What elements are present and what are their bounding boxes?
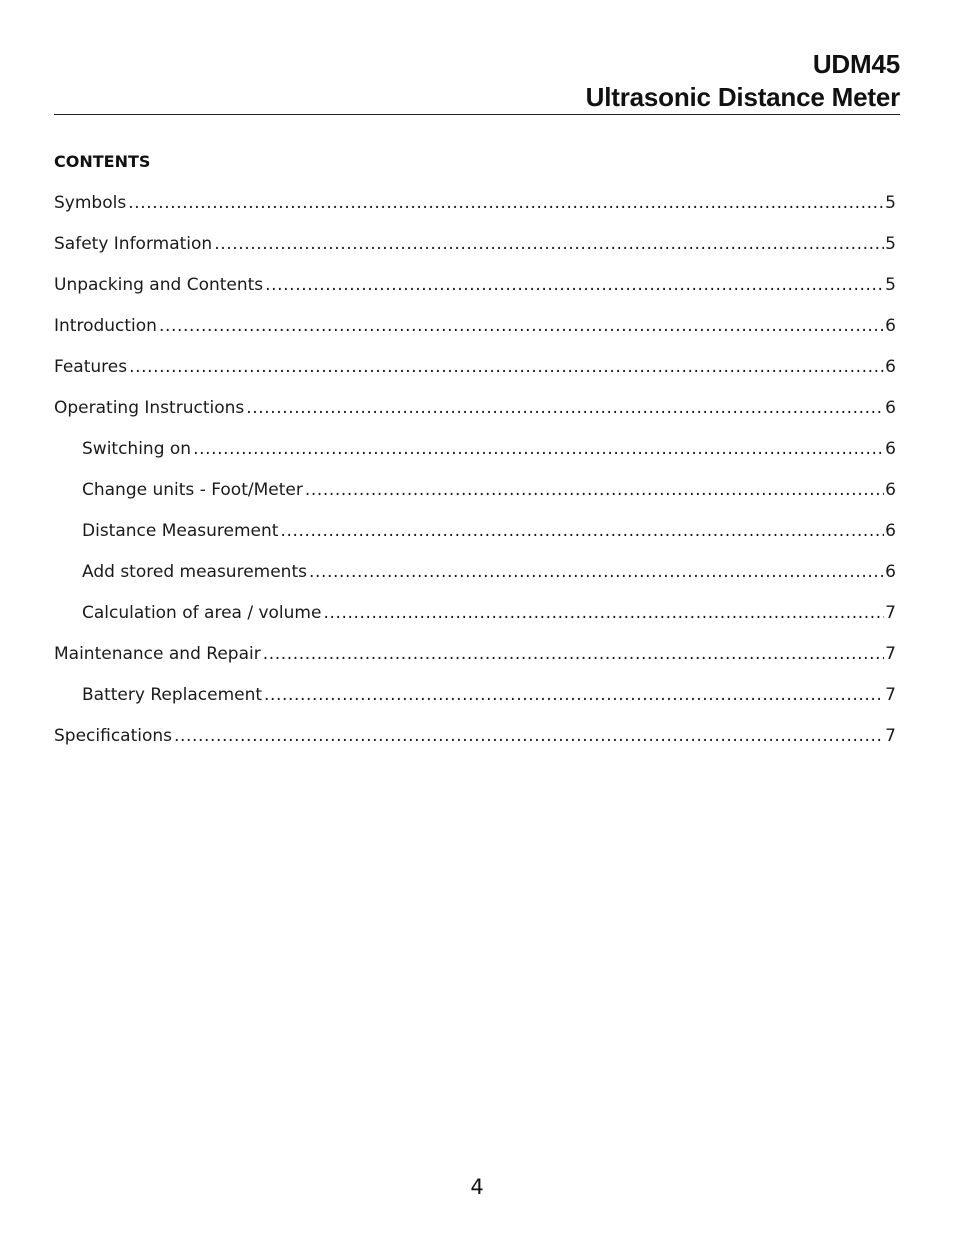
toc-entry-page: 6 — [885, 480, 896, 500]
dot-leader — [264, 684, 884, 706]
toc-entry-page: 6 — [885, 316, 896, 336]
dot-leader — [309, 561, 884, 583]
header-divider — [54, 114, 900, 115]
toc-entry-title: Unpacking and Contents — [54, 275, 264, 295]
toc-entry-battery-replacement[interactable] — [54, 684, 896, 725]
toc-entry-operating-instructions[interactable] — [54, 397, 896, 438]
toc-entry-symbols[interactable] — [54, 192, 896, 233]
toc-entry-title: Add stored measurements — [82, 562, 307, 582]
toc-entry-maintenance-and-repair[interactable] — [54, 643, 896, 684]
table-of-contents — [54, 192, 896, 766]
contents-heading: CONTENTS — [54, 152, 151, 171]
toc-entry-page: 5 — [885, 275, 896, 295]
dot-leader — [246, 397, 884, 419]
toc-entry-title: Features — [54, 357, 128, 377]
product-title: Ultrasonic Distance Meter — [585, 82, 900, 112]
dot-leader — [214, 233, 884, 255]
toc-entry-title: Distance Measurement — [82, 521, 279, 541]
toc-entry-specifications[interactable] — [54, 725, 896, 766]
toc-entry-title: Symbols — [54, 193, 127, 213]
document-header — [54, 48, 900, 114]
toc-entry-title: Safety Information — [54, 234, 213, 254]
toc-entry-page: 7 — [885, 685, 896, 705]
toc-entry-title: Maintenance and Repair — [54, 644, 261, 664]
dot-leader — [305, 479, 884, 501]
toc-entry-page: 7 — [885, 644, 896, 664]
toc-entry-add-stored-measurements[interactable] — [54, 561, 896, 602]
toc-entry-page: 6 — [885, 398, 896, 418]
dot-leader — [263, 643, 884, 665]
toc-entry-page: 5 — [885, 193, 896, 213]
toc-entry-calculation-of-area-volume[interactable] — [54, 602, 896, 643]
toc-entry-features[interactable] — [54, 356, 896, 397]
toc-entry-page: 7 — [885, 603, 896, 623]
dot-leader — [174, 725, 884, 747]
toc-entry-title: Calculation of area / volume — [82, 603, 322, 623]
dot-leader — [280, 520, 884, 542]
dot-leader — [193, 438, 884, 460]
model-name: UDM45 — [812, 49, 900, 79]
toc-entry-unpacking-and-contents[interactable] — [54, 274, 896, 315]
dot-leader — [128, 192, 884, 214]
toc-entry-distance-measurement[interactable] — [54, 520, 896, 561]
toc-entry-page: 5 — [885, 234, 896, 254]
toc-entry-title: Battery Replacement — [82, 685, 263, 705]
toc-entry-page: 6 — [885, 357, 896, 377]
toc-entry-title: Change units - Foot/Meter — [82, 480, 303, 500]
toc-entry-introduction[interactable] — [54, 315, 896, 356]
dot-leader — [265, 274, 884, 296]
dot-leader — [129, 356, 884, 378]
toc-entry-switching-on[interactable] — [54, 438, 896, 479]
dot-leader — [323, 602, 884, 624]
toc-entry-title: Operating Instructions — [54, 398, 245, 418]
toc-entry-title: Switching on — [82, 439, 192, 459]
dot-leader — [159, 315, 884, 337]
toc-entry-title: Specifications — [54, 726, 173, 746]
page-number: 4 — [470, 1175, 484, 1199]
toc-entry-page: 6 — [885, 521, 896, 541]
toc-entry-title: Introduction — [54, 316, 157, 336]
toc-entry-safety-information[interactable] — [54, 233, 896, 274]
toc-entry-page: 7 — [885, 726, 896, 746]
toc-entry-page: 6 — [885, 562, 896, 582]
toc-entry-page: 6 — [885, 439, 896, 459]
toc-entry-change-units[interactable] — [54, 479, 896, 520]
